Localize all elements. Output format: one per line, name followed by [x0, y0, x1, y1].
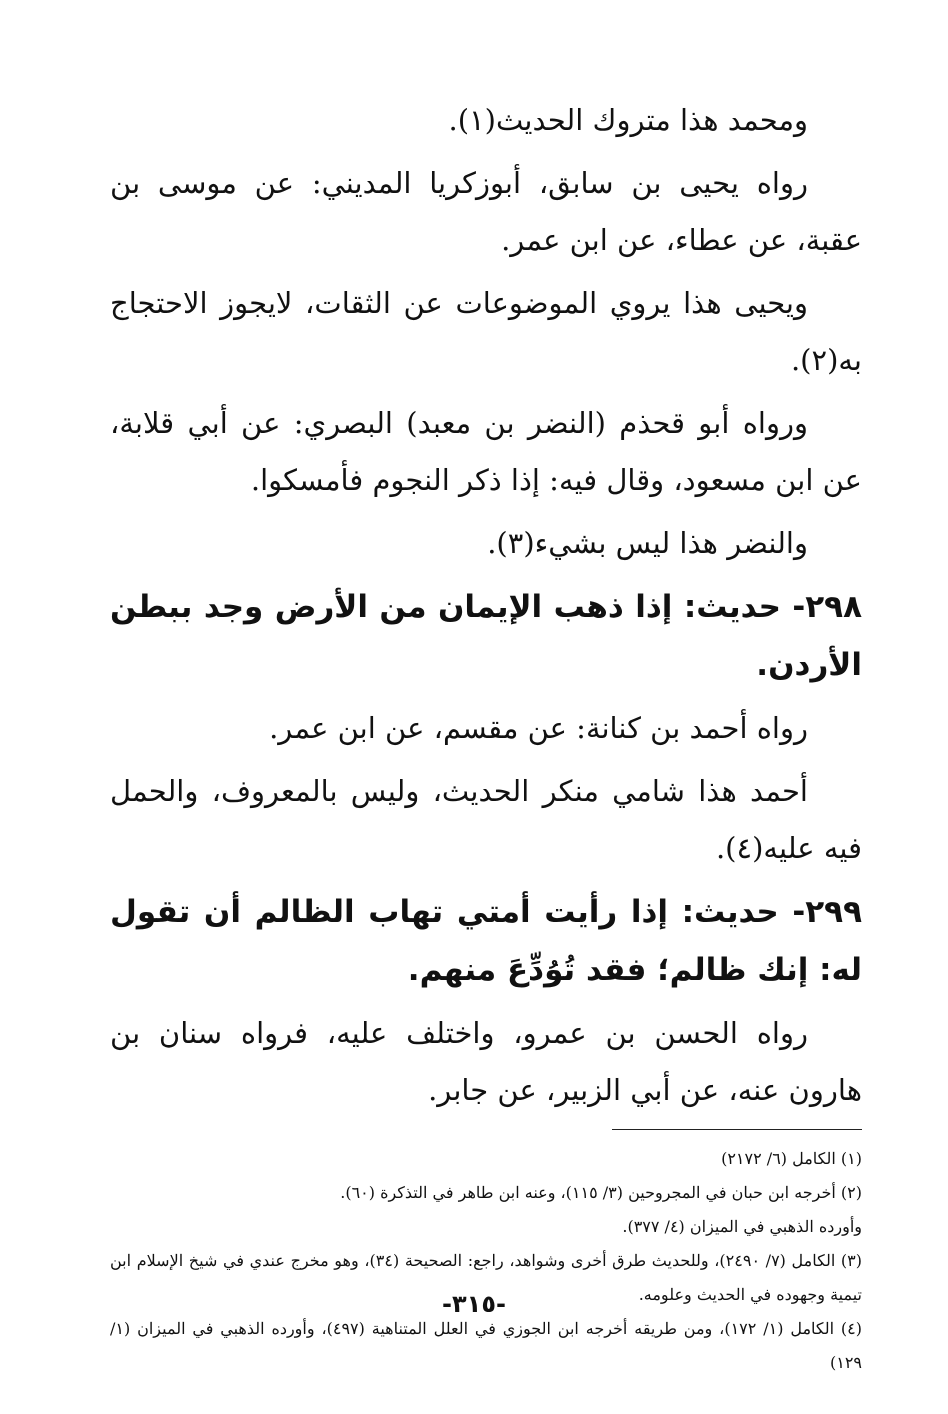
hadith-heading-298: ٢٩٨- حديث: إذا ذهب الإيمان من الأرض وجد ببطن الأردن.	[110, 589, 862, 683]
footnote-separator	[612, 1129, 862, 1130]
footnotes	[110, 1142, 862, 1380]
footnote-1: (١) الكامل (٦/ ٢١٧٢)	[721, 1149, 862, 1168]
footnote-3: (٣) الكامل (٧/ ٢٤٩٠)، وللحديث طرق أخرى وشواهد، راجع: الصحيحة (٣٤)، وهو مخرج عندي في شيخ الإسلام ابن تيمية وجهوده في الحديث وعلومه.	[110, 1251, 863, 1304]
paragraph-hasan-narration: رواه الحسن بن عمرو، واختلف عليه، فرواه سنان بن هارون عنه، عن أبي الزبير، عن جابر.	[110, 1016, 862, 1107]
paragraph-nadr: والنضر هذا ليس بشيء(٣).	[487, 526, 808, 560]
footnote-2: (٢) أخرجه ابن حبان في المجروحين (٣/ ١١٥)، وعنه ابن طاهر في التذكرة (٦٠).	[340, 1183, 862, 1202]
paragraph-muhammad: ومحمد هذا متروك الحديث(١).	[448, 103, 808, 137]
footnote-4: (٤) الكامل (١/ ١٧٢)، ومن طريقه أخرجه ابن الجوزي في العلل المتناهية (٤٩٧)، وأورده الذهبي في الميزان (١/ ١٢٩)	[110, 1319, 863, 1372]
paragraph-abu-qahdham: ورواه أبو قحذم (النضر بن معبد) البصري: عن أبي قلابة، عن ابن مسعود، وقال فيه: إذا ذكر النجوم فأمسكوا.	[110, 406, 862, 497]
book-page	[110, 92, 862, 1380]
page-number: -٣١٥-	[442, 1290, 506, 1318]
paragraph-yahya-narration: رواه يحيى بن سابق، أبوزكريا المديني: عن موسى بن عقبة، عن عطاء، عن ابن عمر.	[110, 166, 862, 257]
paragraph-yahya-judgment: ويحيى هذا يروي الموضوعات عن الثقات، لايجوز الاحتجاج به(٢).	[110, 286, 862, 377]
footnote-2-continued: وأورده الذهبي في الميزان (٤/ ٣٧٧).	[622, 1217, 862, 1236]
hadith-heading-299: ٢٩٩- حديث: إذا رأيت أمتي تهاب الظالم أن تقول له: إنك ظالم؛ فقد تُوُدِّعَ منهم.	[110, 894, 862, 988]
paragraph-ahmad-judgment: أحمد هذا شامي منكر الحديث، وليس بالمعروف، والحمل فيه عليه(٤).	[110, 774, 862, 865]
paragraph-ahmad-narration: رواه أحمد بن كنانة: عن مقسم، عن ابن عمر.	[269, 711, 808, 745]
